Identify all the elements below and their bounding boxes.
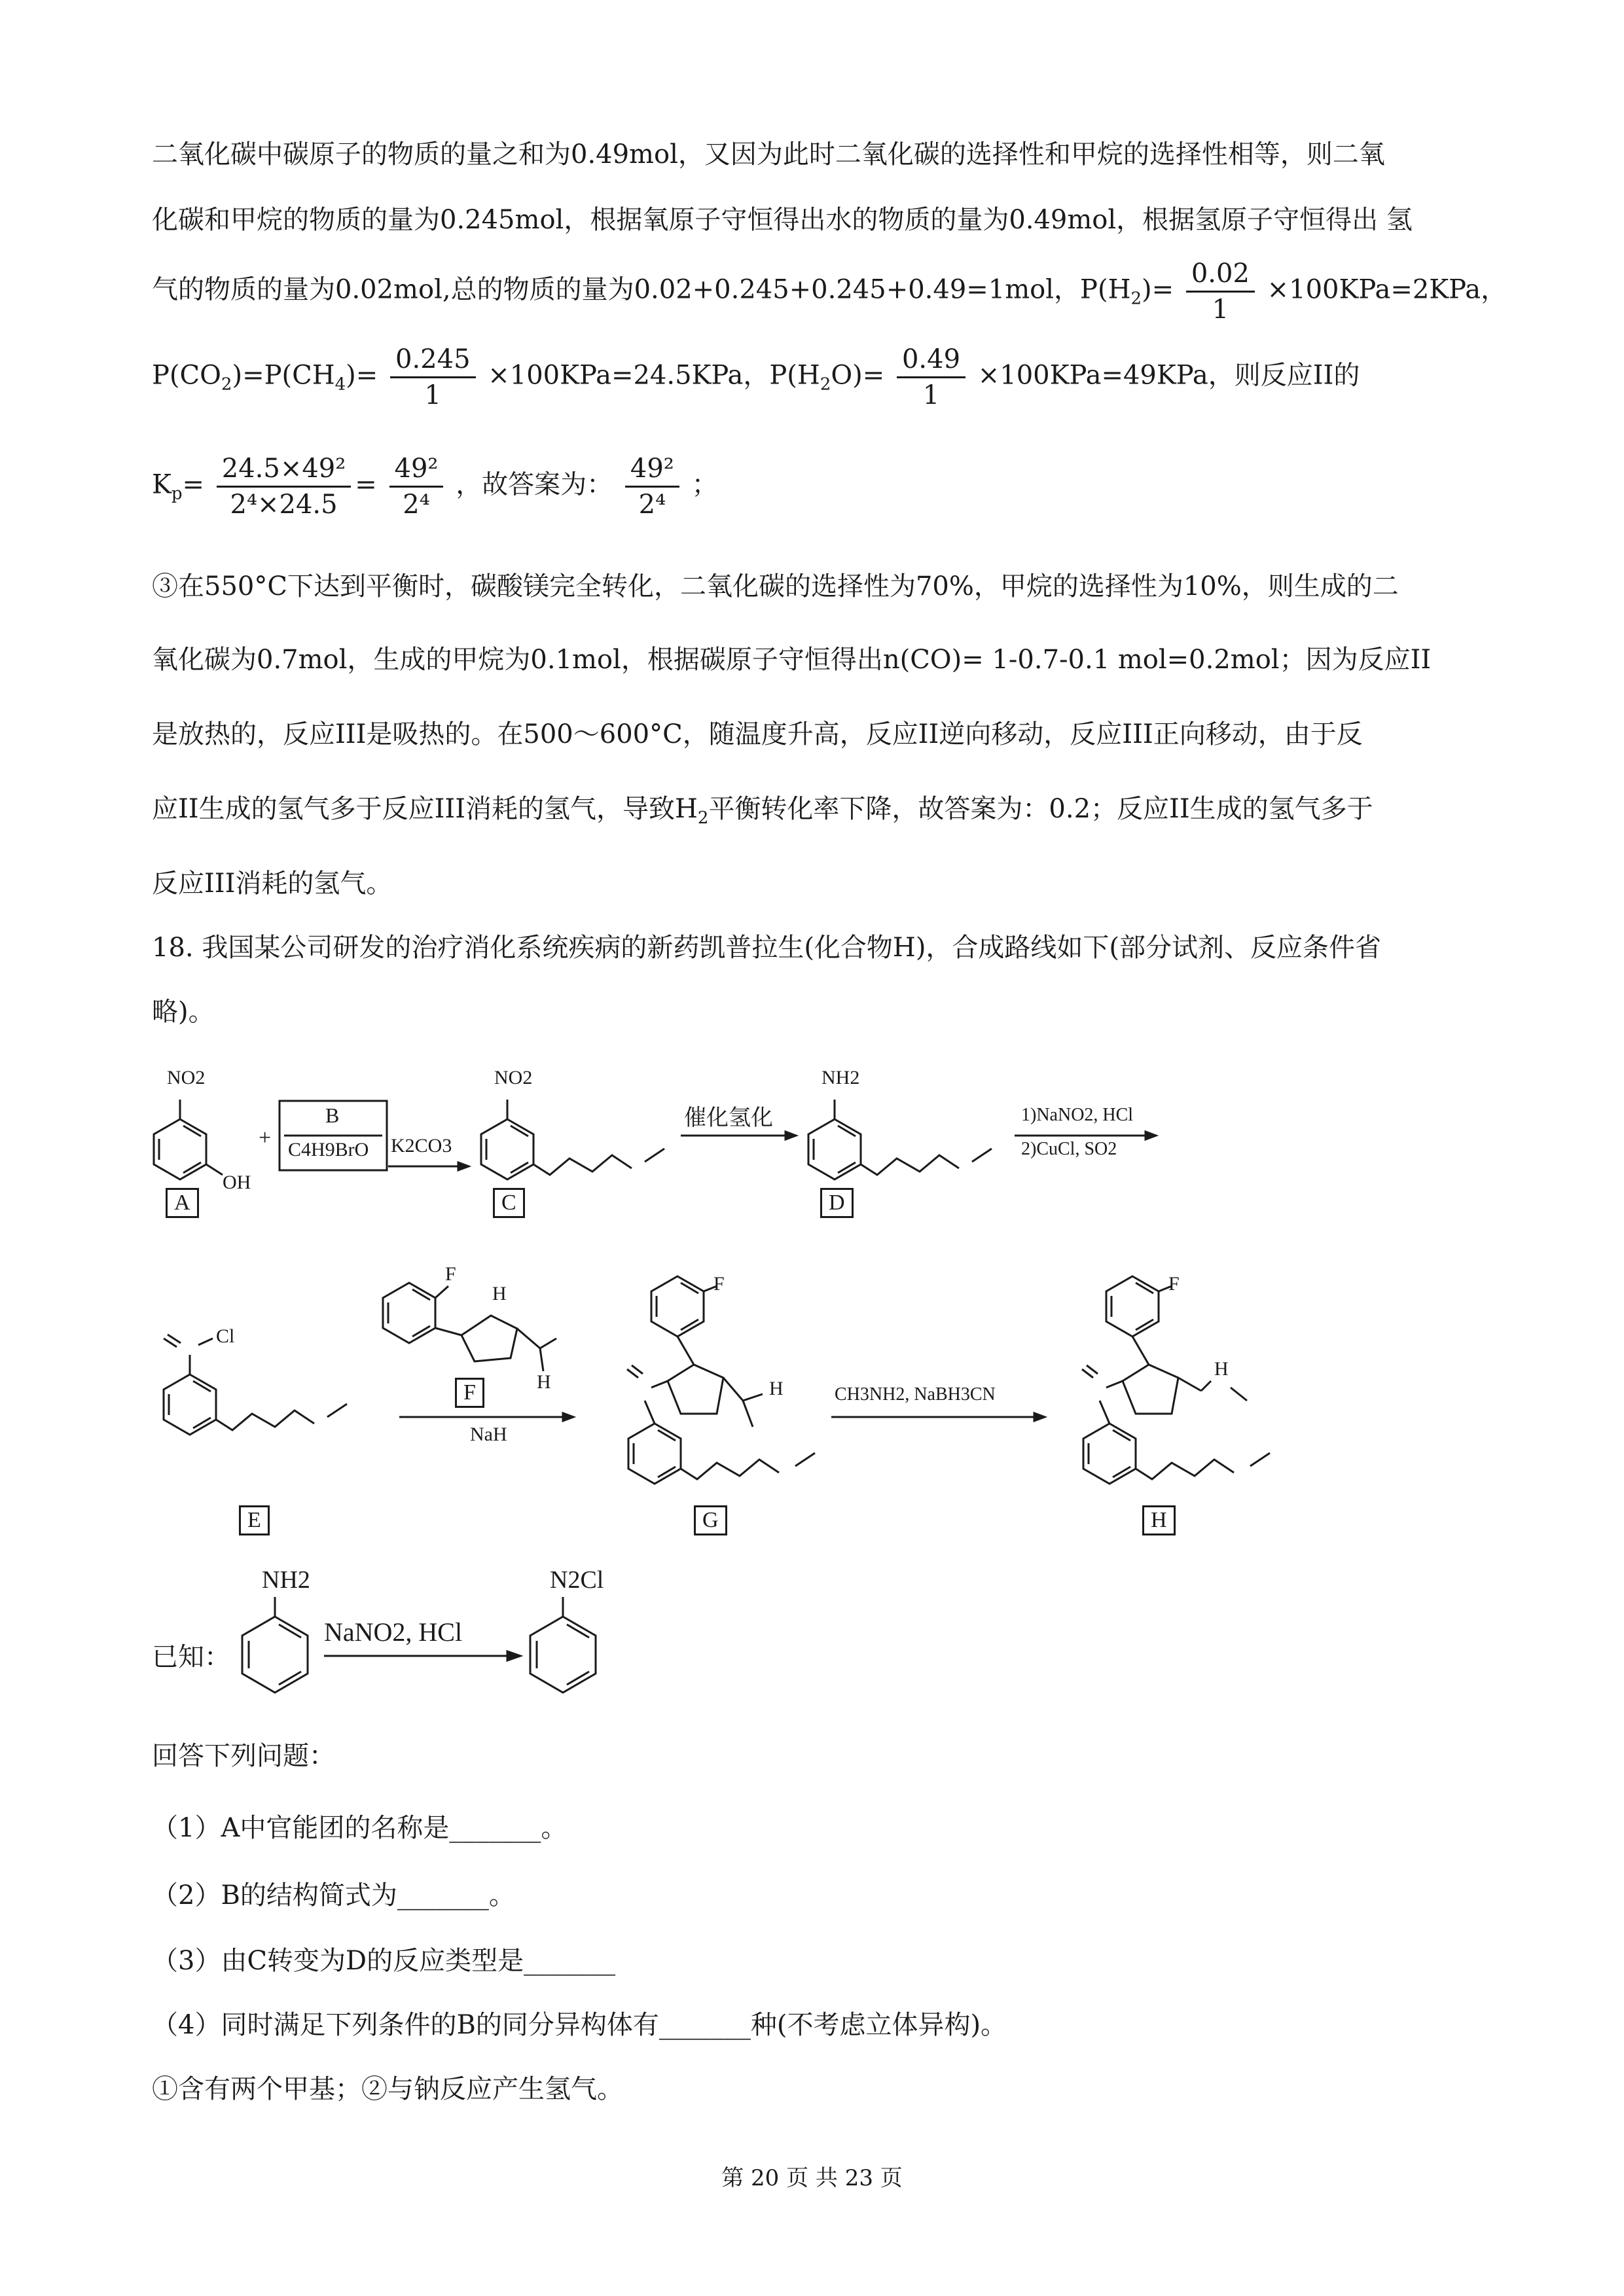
text-line-8: 是放热的，反应III是吸热的。在500～600°C，随温度升高，反应II逆向移动，反应III正向移动，由于反 [152,719,1363,749]
text-line-6: ③在550°C下达到平衡时，碳酸镁完全转化，二氧化碳的选择性为70%，甲烷的选择性为10%，则生成的二 [152,571,1399,601]
ring-e [164,1335,347,1435]
label-f: F [455,1378,484,1408]
text-line-7: 氧化碳为0.7mol，生成的甲烷为0.1mol，根据碳原子守恒得出n(CO)= 1-0.7-0.1 mol=0.2mol；因为反应II [152,645,1432,675]
ring-g-bottom [628,1424,815,1484]
question-18-line-2: 略)。 [152,997,215,1027]
fraction-den: 2⁴ [403,490,430,520]
ring-f [383,1283,556,1371]
known-ring-left [242,1597,308,1693]
text-line-3c: ×100KPa=2KPa， [1267,274,1507,305]
group-cl-e: Cl [216,1325,235,1347]
group-f-f: F [445,1263,456,1285]
ring-h-bottom [1083,1424,1270,1484]
group-f-g: F [713,1273,725,1295]
aldehyde-h-g: H [769,1378,784,1399]
label-h: H [1142,1505,1176,1535]
label-a: A [166,1188,199,1218]
no2-text: NO2 [167,1067,206,1088]
question-3: （3）由C转变为D的反应类型是_______ [152,1946,616,1976]
question-1: （1）A中官能团的名称是_______。 [152,1813,568,1843]
plus-sign: + [259,1126,272,1150]
ring-h-top [1082,1276,1247,1424]
kp-sub: p [171,484,183,504]
label-d: D [820,1188,854,1218]
known-nh2: NH2 [262,1566,310,1594]
reagent-reductive-amination: CH3NH2, NaBH3CN [835,1384,996,1405]
text-line-4: $P(CO_2)=P(CH_4)=$ $\frac{0.245}{1}$ ×100KPa=24.5KPa，$P(H_2O)=$ $\frac{0.49}{1}$ ×100KPa=49KPa，则反应II的 [152,342,1360,412]
ring-c [481,1100,664,1179]
group-nh2-d: NH2 [821,1067,860,1088]
reagent-b-label: B [325,1103,340,1127]
pyrrole-nh-f: H [492,1283,507,1304]
fraction-num: 49² [625,452,679,488]
known-ring-right [530,1597,596,1693]
ring-d [808,1100,992,1179]
question-2: （2）B的结构简式为_______。 [152,1880,515,1910]
fraction-num: 49² [389,452,444,488]
text-line-5c: ； [691,469,718,500]
ring-g-top [627,1276,763,1427]
text-line-4e: O)= [831,360,885,391]
fraction-den: 1 [1212,295,1229,325]
text-line-4b: )=P(CH [232,360,335,391]
text-line-10: 反应III消耗的氢气。 [152,869,393,899]
reagent-diazotization: 1)NaNO2, HCl [1021,1105,1134,1125]
fraction-num: 0.49 [897,342,965,378]
group-no2-a [167,1067,205,1089]
text-line-4a: P(CO [152,360,221,391]
reagent-k2co3: K2CO3 [391,1135,452,1157]
fraction-den: 2⁴ [638,490,666,520]
text-line-2: 化碳和甲烷的物质的量为0.245mol，根据氧原子守恒得出水的物质的量为0.49mol，根据氢原子守恒得出 氢 [152,205,1413,235]
page-footer: 第 20 页 共 23 页 [721,2165,903,2191]
answer-prompt: 回答下列问题： [152,1741,335,1771]
known-reagent: NaNO2, HCl [324,1617,463,1647]
text-line-1: 二氧化碳中碳原子的物质的量之和为0.49mol，又因为此时二氧化碳的选择性和甲烷的选择性相等，则二氧 [152,139,1385,170]
reagent-cucl-so2: 2)CuCl, SO2 [1021,1139,1117,1159]
fraction-num: 0.245 [390,342,476,378]
text-line-9a: 应II生成的氢气多于反应III消耗的氢气，导致H [152,794,698,824]
text-line-3a: 气的物质的量为0.02mol,总的物质的量为0.02+0.245+0.245+0.49=1mol，P(H [152,274,1131,305]
text-line-9: 应II生成的氢气多于反应III消耗的氢气，导致$H_2$平衡转化率下降，故答案为：0.2；反应II生成的氢气多于 [152,794,1373,828]
known-n2cl: N2Cl [550,1566,604,1594]
reagent-hydrogenation: 催化氢化 [684,1105,773,1131]
known-label: 已知： [152,1642,230,1672]
text-line-4f: ×100KPa=49KPa，则反应II的 [977,360,1360,391]
text-line-3: 气的物质的量为0.02mol,总的物质的量为0.02+0.245+0.245+0.49=1mol，$P(H_2)=$ $\frac{0.02}{1}$ ×100KPa=2KPa， [152,257,1507,327]
question-4: （4）同时满足下列条件的B的同分异构体有_______种(不考虑立体异构)。 [152,2010,1007,2040]
fraction-num: 24.5×49² [217,452,352,488]
aldehyde-h-f: H [537,1371,551,1393]
text-line-4d: ×100KPa=24.5KPa，P(H [488,360,820,391]
kp-symbol: K [152,469,171,500]
question-4-conditions: ①含有两个甲基；②与钠反应产生氢气。 [152,2074,623,2104]
amine-h-h: H [1214,1358,1229,1380]
fraction-den: 2⁴×24.5 [230,490,338,520]
text-line-9b: 平衡转化率下降，故答案为：0.2；反应II生成的氢气多于 [708,794,1373,824]
group-f-h: F [1168,1273,1180,1295]
group-no2-c: NO2 [494,1067,533,1088]
text-line-4c: )= [346,360,378,391]
label-g: G [694,1505,727,1535]
question-18-line-1: 18. 我国某公司研发的治疗消化系统疾病的新药凯普拉生(化合物H)，合成路线如下(部分试剂、反应条件省 [152,933,1382,963]
label-c: C [493,1188,525,1218]
reagent-nah: NaH [470,1424,507,1445]
text-line-5: $K_p=$ $\frac{\text{24.5×49²}}{\text{2⁴×24.5}}$ = $\frac{\text{49²}}{\text{2⁴}}$ ，故答案为： $\frac{\text{49²}}{\text{2⁴}}$ ； [152,452,718,522]
fraction-num: 0.02 [1186,257,1255,293]
ring-a [154,1100,223,1179]
label-e: E [239,1505,270,1535]
reagent-b-formula: C4H9BrO [288,1139,369,1160]
group-oh-a: OH [223,1172,251,1193]
fraction-den: 1 [922,380,940,410]
text-line-5b: ，故答案为： [456,469,613,500]
fraction-den: 1 [424,380,441,410]
text-line-3b: )= [1142,274,1174,305]
